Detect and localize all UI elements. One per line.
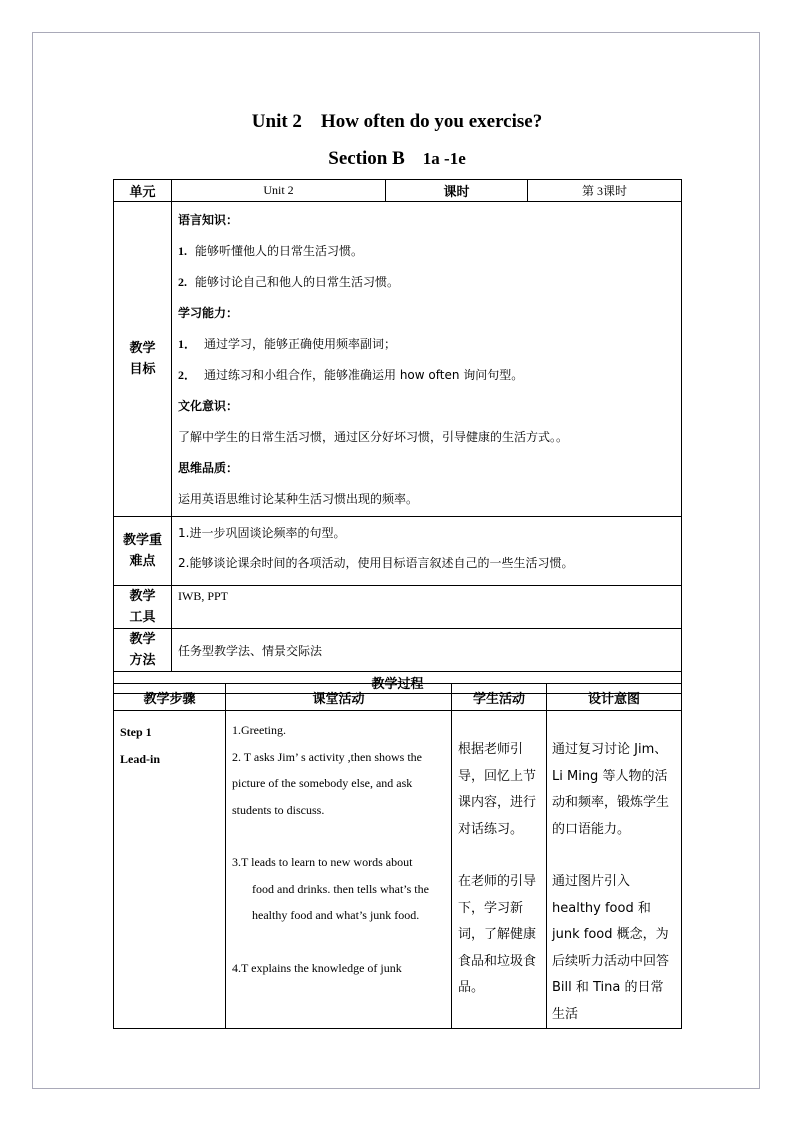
process-title: 教学过程 [114,672,682,694]
methods-value: 任务型教学法、情景交际法 [172,629,682,672]
section-code: 1a -1e [422,149,466,168]
knowledge-heading: 语言知识： [178,213,239,227]
period-label: 课时 [386,180,528,202]
section-title [0,148,794,170]
tools-label-text: 教学工具 [129,589,156,625]
student-activity: 在老师的引导下，学习新词，了解健康食品和垃圾食品。 [458,874,537,995]
spacer [458,843,540,869]
process-header-row [114,684,682,711]
unit-label: 单元 [114,180,172,202]
thinking-text: 运用英语思维讨论某种生活习惯出现的频率。 [178,492,419,506]
design-intent: 通过复习讨论 Jim、Li Ming 等人物的活动和频率，锻炼学生的口语能力。 [552,742,670,837]
ability-heading: 学习能力： [178,306,239,320]
tools-value: IWB, PPT [172,586,682,629]
keypoints-row [114,517,682,586]
goals-label [114,202,172,517]
student-cell [452,711,547,1029]
page-title: Unit 2 How often do you exercise? [251,111,543,132]
period-value: 第 3课时 [528,180,682,202]
design-cell [547,711,682,1029]
goals-label-text: 教学目标 [129,341,156,377]
item-text: 能够听懂他人的日常生活习惯。 [195,244,364,258]
keypoints-label [114,517,172,586]
item-text: 能够讨论自己和他人的日常生活习惯。 [195,275,400,289]
col-header-design: 设计意图 [547,684,682,711]
keypoints-label-text: 教学重难点 [122,533,162,569]
info-row [114,180,682,202]
keypoint-item: 1.进一步巩固谈论频率的句型。 [178,526,346,540]
student-activity: 根据老师引导，回忆上节课内容，进行对话练习。 [458,742,537,837]
methods-label [114,629,172,672]
culture-text: 了解中学生的日常生活习惯，通过区分好坏习惯，引导健康的生活方式。。 [178,430,569,444]
col-header-student: 学生活动 [452,684,547,711]
activity-item: 2. T asks Jim’ s activity ,then shows the picture of the somebody else, and ask students to discuss. [232,749,422,817]
tools-row [114,586,682,629]
goals-content [172,202,682,517]
item-text: 通过练习和小组合作，能够准确运用 how often 询问句型。 [204,368,524,382]
culture-heading: 文化意识： [178,399,239,413]
activity-item: 1.Greeting. [232,723,286,737]
lesson-plan-table [113,179,682,694]
ability-item [178,330,675,361]
section-label: Section B [328,148,405,169]
spacer [552,843,676,869]
unit-value: Unit 2 [172,180,386,202]
ability-item [178,361,675,392]
spacer [232,823,445,849]
activity-item: 4.T explains the knowledge of junk [232,960,402,975]
keypoints-content [172,517,682,586]
methods-row [114,629,682,672]
item-number: 2. [178,275,187,289]
tools-label [114,586,172,629]
step-name: Lead-in [120,752,161,766]
item-number: 1． [178,337,197,351]
design-intent: 通过图片引入 healthy food 和 junk food 概念，为后续听力活动中回答 Bill 和 Tina 的日常生活 [552,874,670,1022]
item-number: 1. [178,244,187,258]
item-number: 2． [178,368,197,382]
process-row [114,711,682,1029]
item-text: 通过学习，能够正确使用频率副词； [204,337,397,351]
col-header-activities: 课堂活动 [226,684,452,711]
knowledge-item [178,237,675,268]
activities-cell [226,711,452,1029]
goals-row [114,202,682,517]
keypoint-item: 2.能够谈论课余时间的各项活动，使用目标语言叙述自己的一些生活习惯。 [178,556,574,570]
knowledge-item [178,268,675,299]
spacer [232,929,445,955]
step-number: Step 1 [120,725,152,739]
col-header-steps: 教学步骤 [114,684,226,711]
step-cell [114,711,226,1029]
activity-item: food and drinks. then tells what’s the healthy food and what’s junk food. [252,881,429,922]
thinking-heading: 思维品质： [178,461,239,475]
process-table [113,683,682,1029]
methods-label-text: 教学方法 [129,632,156,668]
activity-item: 3.T leads to learn to new words about [232,855,413,869]
